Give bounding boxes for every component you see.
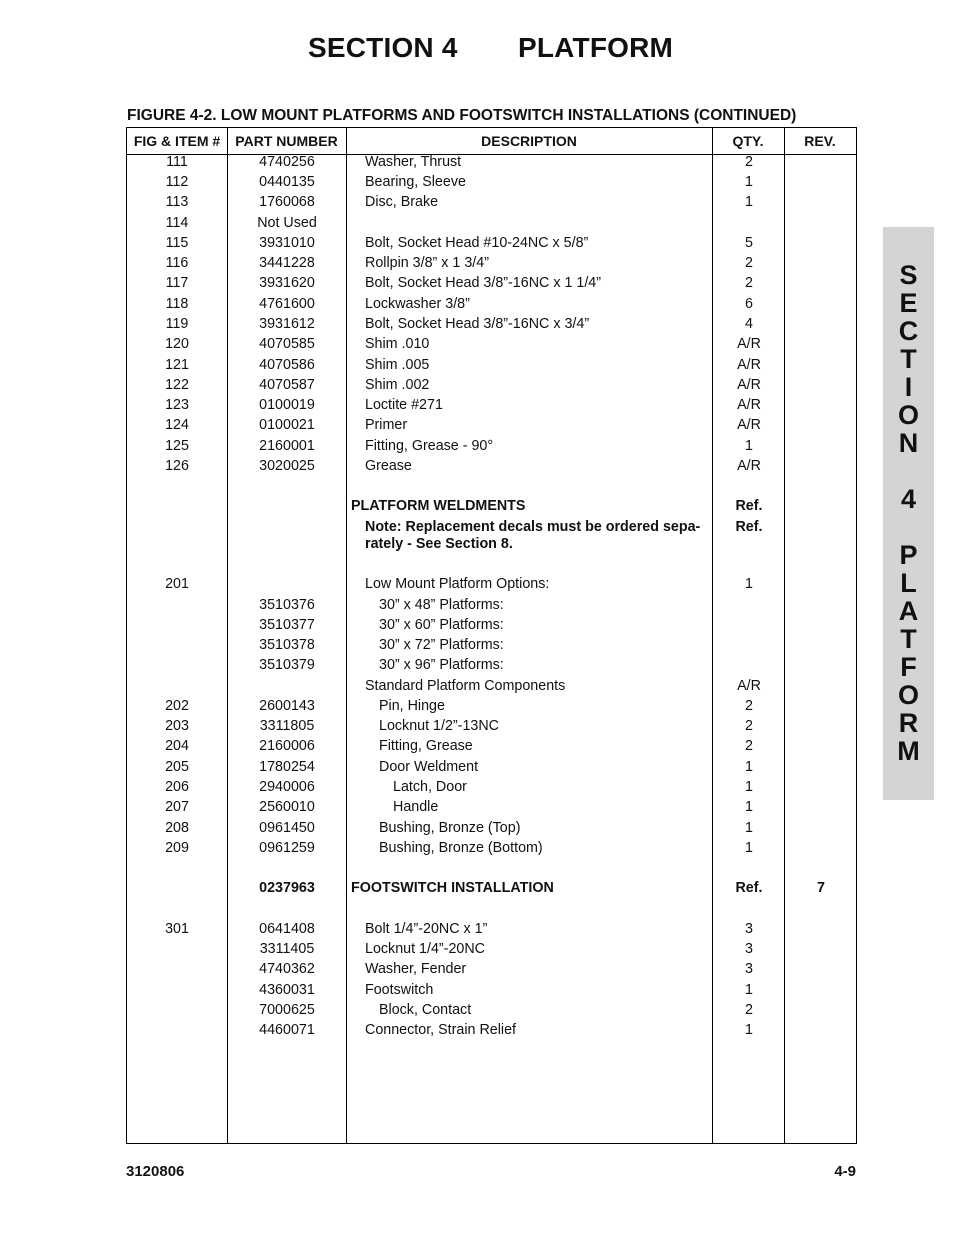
row-fig-item: 121 (165, 357, 189, 373)
row-part-number: 0237963 (259, 880, 315, 896)
side-tab-letter (883, 457, 934, 485)
row-description: Lockwasher 3/8” (365, 296, 470, 312)
row-fig-item: 111 (166, 154, 188, 170)
row-rev: 7 (817, 880, 825, 896)
page-header (0, 32, 954, 72)
row-description: Connector, Strain Relief (365, 1022, 516, 1038)
row-description: rately - See Section 8. (365, 536, 513, 552)
row-description: Bushing, Bronze (Bottom) (379, 840, 543, 856)
row-qty: 2 (745, 154, 753, 170)
row-description: Bushing, Bronze (Top) (379, 820, 521, 836)
row-qty: Ref. (735, 519, 763, 535)
row-part-number: 4740362 (259, 961, 315, 977)
row-description: Fitting, Grease (379, 738, 473, 754)
row-qty: 1 (745, 1022, 753, 1038)
row-part-number: 0100019 (259, 397, 315, 413)
row-qty: A/R (737, 458, 761, 474)
section-number: SECTION 4 (308, 32, 458, 63)
column-header-description: DESCRIPTION (481, 133, 577, 149)
side-tab-letter: N (898, 428, 919, 458)
row-description: Fitting, Grease - 90° (365, 438, 494, 454)
row-qty: 3 (745, 961, 753, 977)
row-part-number: 2560010 (259, 799, 315, 815)
figure-caption: FIGURE 4-2. LOW MOUNT PLATFORMS AND FOOTSWITCH INSTALLATIONS (CONTINUED) (127, 107, 797, 124)
row-fig-item: 205 (165, 759, 189, 775)
row-part-number: 4460071 (259, 1022, 315, 1038)
row-description: Bearing, Sleeve (365, 174, 466, 190)
row-fig-item: 123 (165, 397, 189, 413)
row-fig-item: 204 (165, 738, 189, 754)
row-part-number: 4070585 (259, 336, 315, 352)
side-tab-letter (883, 513, 934, 541)
row-part-number: 3510379 (259, 657, 315, 673)
row-fig-item: 119 (165, 316, 189, 332)
row-qty: Ref. (735, 498, 763, 514)
row-description: Shim .010 (365, 336, 430, 352)
row-qty: 6 (745, 296, 753, 312)
row-part-number: 0641408 (259, 921, 315, 937)
row-fig-item: 203 (165, 718, 189, 734)
row-description: Washer, Fender (365, 961, 467, 977)
row-part-number: 3311405 (259, 941, 315, 957)
row-description: Footswitch (365, 982, 434, 998)
row-part-number: 3510377 (259, 617, 315, 633)
parts-table (126, 127, 857, 1144)
row-fig-item: 125 (165, 438, 189, 454)
row-description: Primer (365, 417, 408, 433)
row-qty: 4 (745, 316, 753, 332)
side-tab-letter: T (900, 624, 917, 654)
row-qty: 1 (745, 840, 753, 856)
section-side-tab (883, 227, 934, 800)
row-fig-item: 206 (165, 779, 189, 795)
row-qty: 1 (745, 438, 753, 454)
row-description: Disc, Brake (365, 194, 439, 210)
side-tab-letter: L (900, 568, 917, 598)
column-header-fig: FIG & ITEM # (133, 133, 221, 149)
side-tab-letter: O (897, 680, 919, 710)
row-description: Door Weldment (379, 759, 479, 775)
row-description: Latch, Door (393, 779, 467, 795)
row-part-number: 4761600 (259, 296, 315, 312)
section-title: PLATFORM (518, 32, 674, 63)
row-fig-item: 124 (165, 417, 189, 433)
column-header-part: PART NUMBER (235, 133, 338, 149)
row-qty: A/R (737, 357, 761, 373)
row-description: Locknut 1/4”-20NC (365, 941, 485, 957)
row-description: FOOTSWITCH INSTALLATION (351, 880, 554, 896)
side-tab-letter: A (898, 596, 919, 626)
row-fig-item: 116 (165, 255, 189, 271)
row-part-number: 7000625 (259, 1002, 315, 1018)
side-tab-letter: P (899, 540, 918, 570)
row-description: 30” x 48” Platforms: (379, 597, 504, 613)
row-part-number: 3931620 (259, 275, 315, 291)
row-part-number: 4070586 (259, 357, 315, 373)
row-qty: A/R (737, 678, 761, 694)
side-tab-letter: 4 (900, 484, 917, 514)
row-description: PLATFORM WELDMENTS (351, 498, 526, 514)
row-description: 30” x 96” Platforms: (379, 657, 504, 673)
row-part-number: 2160001 (259, 438, 315, 454)
column-header-qty: QTY. (732, 133, 764, 149)
row-part-number: 3311805 (259, 718, 315, 734)
row-part-number: 4360031 (259, 982, 315, 998)
row-qty: 2 (745, 1002, 753, 1018)
side-tab-letter: E (899, 288, 918, 318)
row-fig-item: 114 (165, 215, 189, 231)
document-number: 3120806 (126, 1163, 185, 1180)
row-part-number: 1760068 (259, 194, 315, 210)
row-description: Bolt, Socket Head #10-24NC x 5/8” (365, 235, 589, 251)
row-qty: 1 (745, 799, 753, 815)
row-qty: 3 (745, 921, 753, 937)
row-fig-item: 118 (165, 296, 189, 312)
row-description: Loctite #271 (365, 397, 443, 413)
row-qty: 1 (745, 779, 753, 795)
page-number: 4-9 (834, 1163, 856, 1180)
side-tab-letter: M (897, 736, 920, 766)
row-fig-item: 208 (165, 820, 189, 836)
row-part-number: 4740256 (259, 154, 315, 170)
row-qty: 2 (745, 698, 753, 714)
row-qty: 1 (745, 194, 753, 210)
row-part-number: 3931010 (259, 235, 315, 251)
row-fig-item: 113 (165, 194, 189, 210)
row-part-number: 3510378 (259, 637, 315, 653)
row-part-number: 3510376 (259, 597, 315, 613)
row-description: Rollpin 3/8” x 1 3/4” (365, 255, 489, 271)
row-part-number: 3441228 (259, 255, 315, 271)
side-tab-letter: T (900, 344, 917, 374)
row-fig-item: 201 (165, 576, 189, 592)
side-tab-letters (883, 261, 934, 765)
row-qty: 3 (745, 941, 753, 957)
row-description: Grease (365, 458, 412, 474)
side-tab-letter: R (898, 708, 919, 738)
column-header-rev: REV. (804, 133, 836, 149)
row-description: Shim .005 (365, 357, 430, 373)
row-part-number: 0440135 (259, 174, 315, 190)
row-qty: 1 (745, 820, 753, 836)
row-description: Note: Replacement decals must be ordered sepa- (365, 519, 701, 535)
row-qty: 1 (745, 982, 753, 998)
row-description: Pin, Hinge (379, 698, 445, 714)
row-qty: A/R (737, 377, 761, 393)
row-qty: 2 (745, 275, 753, 291)
row-fig-item: 202 (165, 698, 189, 714)
row-description: Bolt 1/4”-20NC x 1” (365, 921, 488, 937)
side-tab-letter: O (897, 400, 919, 430)
row-qty: A/R (737, 417, 761, 433)
row-description: Locknut 1/2”-13NC (379, 718, 499, 734)
row-qty: 2 (745, 738, 753, 754)
row-part-number: Not Used (257, 215, 317, 231)
row-part-number: 3931612 (259, 316, 315, 332)
row-qty: 2 (745, 718, 753, 734)
row-description: Washer, Thrust (365, 154, 462, 170)
row-part-number: 4070587 (259, 377, 315, 393)
row-fig-item: 120 (165, 336, 189, 352)
row-qty: 2 (745, 255, 753, 271)
row-description: Low Mount Platform Options: (365, 576, 550, 592)
row-part-number: 2160006 (259, 738, 315, 754)
row-fig-item: 126 (165, 458, 189, 474)
row-part-number: 1780254 (259, 759, 315, 775)
row-fig-item: 122 (165, 377, 189, 393)
row-part-number: 2600143 (259, 698, 315, 714)
row-qty: 1 (745, 174, 753, 190)
row-part-number: 3020025 (259, 458, 315, 474)
row-description: Block, Contact (379, 1002, 472, 1018)
row-description: 30” x 60” Platforms: (379, 617, 504, 633)
row-fig-item: 115 (165, 235, 189, 251)
row-qty: 1 (745, 576, 753, 592)
row-fig-item: 301 (165, 921, 189, 937)
row-part-number: 0100021 (259, 417, 315, 433)
row-qty: A/R (737, 336, 761, 352)
side-tab-letter: C (898, 316, 919, 346)
row-description: Bolt, Socket Head 3/8”-16NC x 1 1/4” (365, 275, 602, 291)
row-description: 30” x 72” Platforms: (379, 637, 504, 653)
row-description: Bolt, Socket Head 3/8”-16NC x 3/4” (365, 316, 590, 332)
row-fig-item: 209 (165, 840, 189, 856)
row-description: Shim .002 (365, 377, 430, 393)
row-fig-item: 207 (165, 799, 189, 815)
row-qty: Ref. (735, 880, 763, 896)
side-tab-letter: S (899, 260, 918, 290)
row-qty: 1 (745, 759, 753, 775)
row-part-number: 0961450 (259, 820, 315, 836)
row-fig-item: 112 (165, 174, 189, 190)
row-part-number: 2940006 (259, 779, 315, 795)
row-fig-item: 117 (165, 275, 189, 291)
row-part-number: 0961259 (259, 840, 315, 856)
row-qty: A/R (737, 397, 761, 413)
row-qty: 5 (745, 235, 753, 251)
row-description: Standard Platform Components (365, 678, 566, 694)
side-tab-letter: F (900, 652, 917, 682)
row-description: Handle (393, 799, 439, 815)
side-tab-letter: I (904, 372, 913, 402)
